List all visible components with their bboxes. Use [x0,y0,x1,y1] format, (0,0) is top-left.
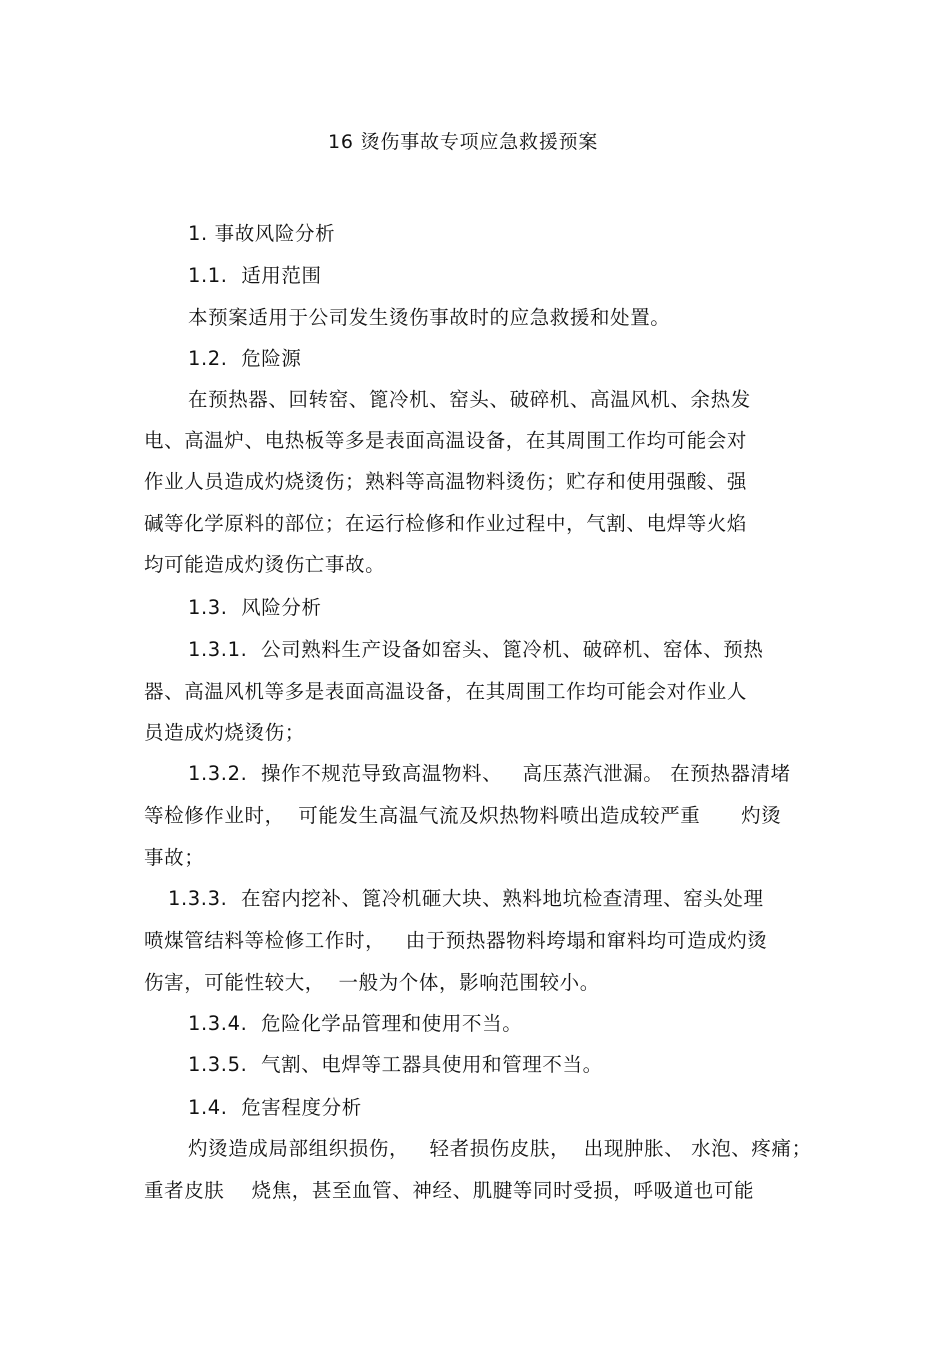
paragraph-line: 器、高温风机等多是表面高温设备，在其周围工作均可能会对作业人 [144,680,748,703]
page-title: 16 烫伤事故专项应急救援预案 [328,131,599,153]
paragraph-line: 本预案适用于公司发生烫伤事故时的应急救援和处置。 [188,306,671,329]
paragraph-line: 事故； [144,846,205,869]
heading-risk-analysis: 1. 事故风险分析 [188,222,336,245]
paragraph-line: 1.3.2. 操作不规范导致高温物料、 高压蒸汽泄漏。 在预热器清堵 [188,762,791,785]
paragraph-line: 灼烫造成局部组织损伤， 轻者损伤皮肤， 出现肿胀、 水泡、疼痛； [188,1137,812,1160]
paragraph-line: 1.3.1. 公司熟料生产设备如窑头、篦冷机、破碎机、窑体、预热 [188,638,764,661]
paragraph-line: 1.3.4. 危险化学品管理和使用不当。 [188,1012,523,1035]
heading-hazard-source: 1.2. 危险源 [188,347,302,370]
paragraph-line: 1.3.3. 在窑内挖补、篦冷机砸大块、熟料地坑检查清理、窑头处理 [168,887,764,910]
paragraph-line: 在预热器、回转窑、篦冷机、窑头、破碎机、高温风机、余热发 [188,388,751,411]
paragraph-line: 伤害，可能性较大， 一般为个体，影响范围较小。 [144,971,600,994]
paragraph-line: 等检修作业时， 可能发生高温气流及炽热物料喷出造成较严重 灼烫 [144,804,782,827]
paragraph-line: 均可能造成灼烫伤亡事故。 [144,553,386,576]
paragraph-line: 员造成灼烧烫伤； [144,721,305,744]
heading-risk-analysis-sub: 1.3. 风险分析 [188,596,322,619]
paragraph-line: 喷煤管结料等检修工作时， 由于预热器物料垮塌和窜料均可造成灼烫 [144,929,768,952]
paragraph-line: 1.3.5. 气割、电焊等工器具使用和管理不当。 [188,1053,603,1076]
heading-scope: 1.1. 适用范围 [188,264,322,287]
paragraph-line: 作业人员造成灼烧烫伤；熟料等高温物料烫伤；贮存和使用强酸、强 [144,470,748,493]
paragraph-line: 电、高温炉、电热板等多是表面高温设备，在其周围工作均可能会对 [144,429,748,452]
paragraph-line: 重者皮肤 烧焦，甚至血管、神经、肌腱等同时受损，呼吸道也可能 [144,1179,755,1202]
paragraph-line: 碱等化学原料的部位；在运行检修和作业过程中，气割、电焊等火焰 [144,512,748,535]
heading-hazard-degree: 1.4. 危害程度分析 [188,1096,362,1119]
